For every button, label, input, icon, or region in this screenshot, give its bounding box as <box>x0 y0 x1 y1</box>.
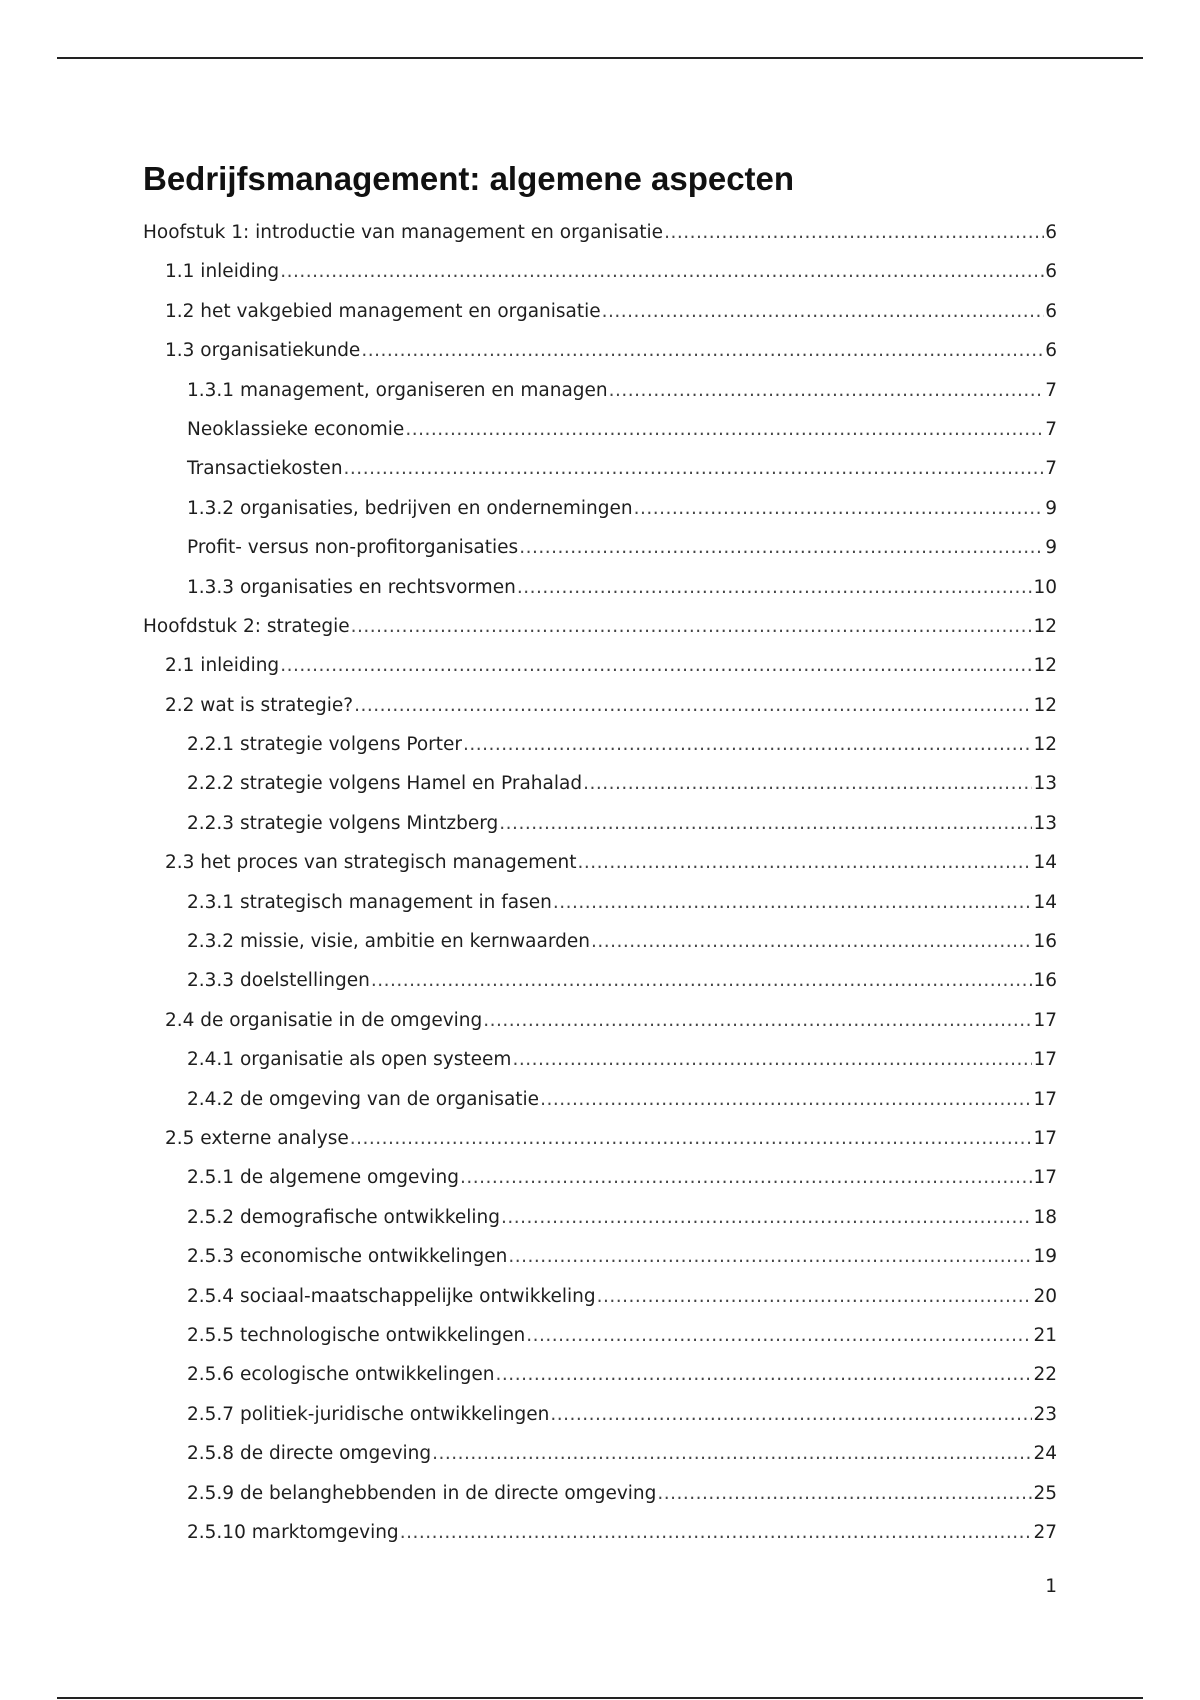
header-rule <box>57 57 1143 59</box>
toc-entry-page: 13 <box>1033 812 1057 834</box>
toc-entry-title: 2.4.2 de omgeving van de organisatie <box>187 1088 540 1110</box>
toc-dot-leader <box>512 1040 1032 1079</box>
toc-dot-leader <box>602 292 1045 331</box>
toc-entry-title: 2.5.4 sociaal-maatschappelijke ontwikkeling <box>187 1285 596 1307</box>
toc-dot-leader <box>517 568 1033 607</box>
toc-entry[interactable] <box>143 686 1057 725</box>
toc-entry-page: 17 <box>1033 1088 1057 1110</box>
toc-entry-page: 13 <box>1033 773 1057 795</box>
toc-entry-page: 17 <box>1033 1127 1057 1149</box>
toc-entry-page: 7 <box>1045 418 1057 440</box>
toc-entry-title: 2.1 inleiding <box>165 655 280 677</box>
toc-entry-page: 14 <box>1033 852 1057 874</box>
toc-dot-leader <box>553 883 1033 922</box>
toc-entry-page: 6 <box>1045 340 1057 362</box>
toc-entry-title: 2.3.1 strategisch management in fasen <box>187 891 552 913</box>
toc-entry[interactable] <box>143 489 1057 528</box>
toc-dot-leader <box>583 764 1032 803</box>
toc-entry-title: 2.5.8 de directe omgeving <box>187 1443 432 1465</box>
toc-entry[interactable] <box>143 1198 1057 1237</box>
toc-entry-page: 17 <box>1033 1009 1057 1031</box>
toc-entry-title: Neoklassieke economie <box>187 418 405 440</box>
toc-dot-leader <box>400 1513 1033 1552</box>
toc-entry[interactable] <box>143 1119 1057 1158</box>
toc-entry[interactable] <box>143 607 1057 646</box>
toc-entry-title: 2.5.2 demografische ontwikkeling <box>187 1206 501 1228</box>
toc-dot-leader <box>463 725 1032 764</box>
toc-entry-page: 7 <box>1045 458 1057 480</box>
toc-entry[interactable] <box>143 371 1057 410</box>
toc-entry-title: 2.3.2 missie, visie, ambitie en kernwaarden <box>187 931 590 953</box>
toc-entry-title: 1.3.2 organisaties, bedrijven en ondernemingen <box>187 497 633 519</box>
toc-entry-title: Hoofdstuk 2: strategie <box>143 615 350 637</box>
table-of-contents <box>143 213 1057 1552</box>
toc-entry[interactable] <box>143 1434 1057 1473</box>
toc-dot-leader <box>499 804 1032 843</box>
toc-entry-title: 2.2.2 strategie volgens Hamel en Prahalad <box>187 773 583 795</box>
toc-entry[interactable] <box>143 764 1057 803</box>
toc-entry-title: 2.5.1 de algemene omgeving <box>187 1167 459 1189</box>
toc-entry-page: 6 <box>1045 300 1057 322</box>
toc-entry-title: 2.5.6 ecologische ontwikkelingen <box>187 1364 495 1386</box>
toc-entry-title: 2.2.1 strategie volgens Porter <box>187 734 463 756</box>
toc-dot-leader <box>361 331 1044 370</box>
toc-entry-title: 1.2 het vakgebied management en organisatie <box>165 300 601 322</box>
toc-entry[interactable] <box>143 213 1057 252</box>
toc-entry-title: 2.5.3 economische ontwikkelingen <box>187 1246 508 1268</box>
footer-rule <box>57 1697 1143 1699</box>
toc-entry-page: 9 <box>1045 537 1057 559</box>
page-number: 1 <box>1045 1576 1057 1597</box>
toc-entry-title: 2.5.7 politiek-juridische ontwikkelingen <box>187 1403 550 1425</box>
toc-entry-page: 12 <box>1033 734 1057 756</box>
toc-entry-page: 12 <box>1033 615 1057 637</box>
toc-dot-leader <box>591 922 1033 961</box>
toc-dot-leader <box>550 1395 1032 1434</box>
toc-dot-leader <box>540 1080 1032 1119</box>
toc-entry[interactable] <box>143 1355 1057 1394</box>
toc-dot-leader <box>501 1198 1032 1237</box>
toc-dot-leader <box>519 528 1044 567</box>
document-title: Bedrijfsmanagement: algemene aspecten <box>143 160 795 197</box>
toc-entry-title: 1.3.3 organisaties en rechtsvormen <box>187 576 516 598</box>
toc-dot-leader <box>344 449 1045 488</box>
toc-entry-title: Transactiekosten <box>187 458 343 480</box>
toc-entry-page: 16 <box>1033 931 1057 953</box>
toc-entry-title: 1.3 organisatiekunde <box>165 340 361 362</box>
toc-entry-title: 2.3.3 doelstellingen <box>187 970 370 992</box>
toc-entry-page: 21 <box>1033 1324 1057 1346</box>
toc-entry[interactable] <box>143 843 1057 882</box>
toc-entry-title: Profit- versus non-profitorganisaties <box>187 537 519 559</box>
toc-dot-leader <box>664 213 1044 252</box>
toc-entry[interactable] <box>143 1158 1057 1197</box>
toc-dot-leader <box>657 1474 1032 1513</box>
toc-entry-title: 2.4 de organisatie in de omgeving <box>165 1009 483 1031</box>
toc-entry-title: Hoofstuk 1: introductie van management en organisatie <box>143 222 664 243</box>
toc-dot-leader <box>350 1119 1033 1158</box>
toc-entry-page: 9 <box>1045 497 1057 519</box>
toc-dot-leader <box>405 410 1044 449</box>
toc-entry-page: 17 <box>1033 1167 1057 1189</box>
toc-entry-page: 14 <box>1033 891 1057 913</box>
toc-entry[interactable] <box>143 1316 1057 1355</box>
toc-entry[interactable] <box>143 1474 1057 1513</box>
toc-entry[interactable] <box>143 331 1057 370</box>
toc-entry-page: 7 <box>1045 379 1057 401</box>
toc-dot-leader <box>280 252 1044 291</box>
toc-entry-title: 2.5 externe analyse <box>165 1127 349 1149</box>
toc-entry[interactable] <box>143 1040 1057 1079</box>
toc-entry-title: 2.5.5 technologische ontwikkelingen <box>187 1324 526 1346</box>
toc-dot-leader <box>351 607 1033 646</box>
toc-entry[interactable] <box>143 922 1057 961</box>
toc-dot-leader <box>483 1001 1032 1040</box>
toc-dot-leader <box>609 371 1045 410</box>
toc-entry[interactable] <box>143 883 1057 922</box>
toc-dot-leader <box>460 1158 1032 1197</box>
toc-entry-page: 19 <box>1033 1246 1057 1268</box>
toc-entry[interactable] <box>143 410 1057 449</box>
toc-entry[interactable] <box>143 725 1057 764</box>
toc-entry[interactable] <box>143 804 1057 843</box>
toc-dot-leader <box>577 843 1032 882</box>
toc-entry[interactable] <box>143 292 1057 331</box>
toc-entry-page: 6 <box>1045 261 1057 283</box>
toc-entry-title: 2.5.9 de belanghebbenden in de directe omgeving <box>187 1482 657 1504</box>
toc-entry[interactable] <box>143 1277 1057 1316</box>
toc-entry-title: 1.3.1 management, organiseren en managen <box>187 379 608 401</box>
toc-entry-page: 23 <box>1033 1403 1057 1425</box>
toc-dot-leader <box>496 1355 1033 1394</box>
toc-entry[interactable] <box>143 568 1057 607</box>
toc-entry-title: 1.1 inleiding <box>165 261 280 283</box>
toc-dot-leader <box>526 1316 1032 1355</box>
toc-dot-leader <box>597 1277 1033 1316</box>
toc-entry-page: 18 <box>1033 1206 1057 1228</box>
toc-entry-title: 2.4.1 organisatie als open systeem <box>187 1049 512 1071</box>
toc-entry-title: 2.2 wat is strategie? <box>165 694 354 716</box>
toc-entry[interactable] <box>143 449 1057 488</box>
toc-entry[interactable] <box>143 1237 1057 1276</box>
toc-entry-page: 16 <box>1033 970 1057 992</box>
toc-dot-leader <box>371 961 1033 1000</box>
toc-entry-title: 2.5.10 marktomgeving <box>187 1521 399 1543</box>
toc-entry-page: 17 <box>1033 1049 1057 1071</box>
toc-entry-page: 12 <box>1033 694 1057 716</box>
toc-entry[interactable] <box>143 1513 1057 1552</box>
toc-dot-leader <box>280 646 1032 685</box>
toc-entry[interactable] <box>143 528 1057 567</box>
toc-entry[interactable] <box>143 961 1057 1000</box>
toc-entry-title: 2.2.3 strategie volgens Mintzberg <box>187 812 499 834</box>
toc-entry[interactable] <box>143 1080 1057 1119</box>
toc-entry[interactable] <box>143 646 1057 685</box>
toc-entry-page: 24 <box>1033 1443 1057 1465</box>
toc-entry[interactable] <box>143 252 1057 291</box>
toc-dot-leader <box>634 489 1045 528</box>
toc-dot-leader <box>508 1237 1032 1276</box>
toc-entry-page: 27 <box>1033 1521 1057 1543</box>
toc-entry-page: 12 <box>1033 655 1057 677</box>
toc-dot-leader <box>354 686 1032 725</box>
toc-entry-page: 22 <box>1033 1364 1057 1386</box>
toc-entry-page: 10 <box>1033 576 1057 598</box>
toc-entry[interactable] <box>143 1001 1057 1040</box>
toc-entry-page: 6 <box>1045 222 1057 243</box>
toc-entry-title: 2.3 het proces van strategisch management <box>165 852 577 874</box>
toc-dot-leader <box>432 1434 1032 1473</box>
toc-entry-page: 25 <box>1033 1482 1057 1504</box>
toc-entry-page: 20 <box>1033 1285 1057 1307</box>
toc-entry[interactable] <box>143 1395 1057 1434</box>
